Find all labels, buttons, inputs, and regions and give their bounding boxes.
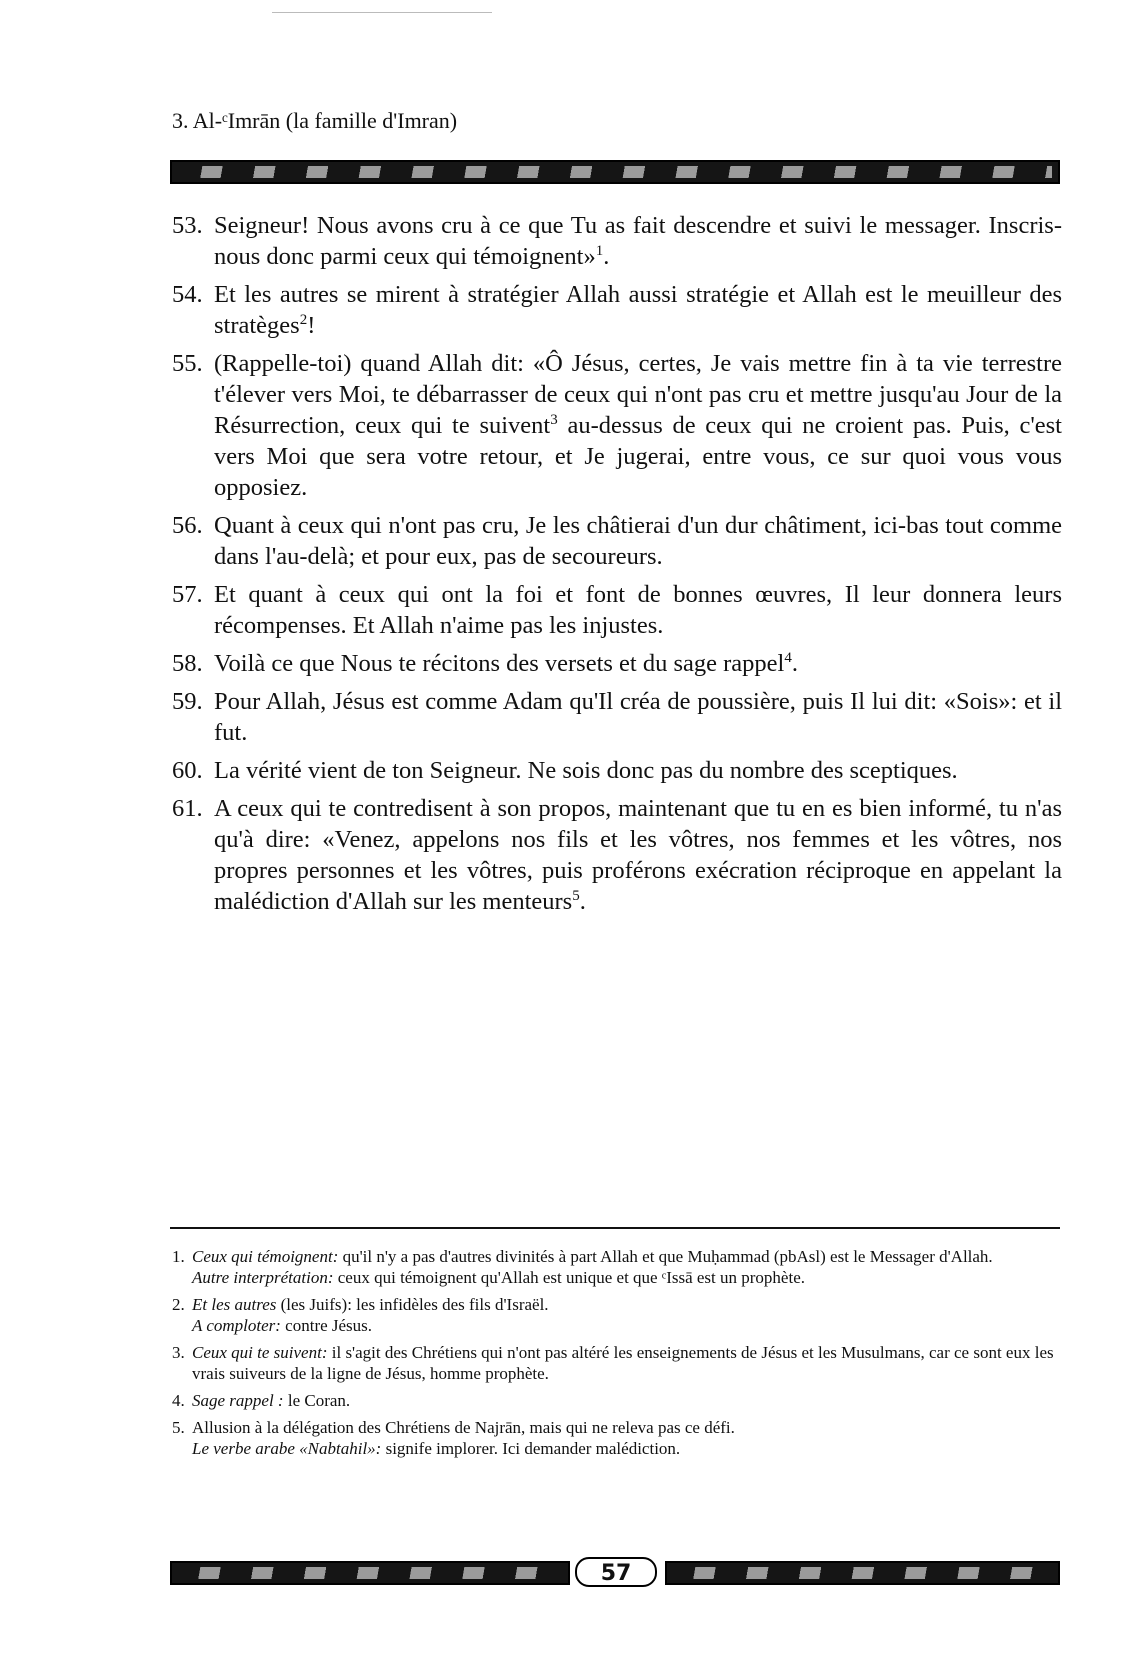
footnote-line — [192, 1342, 1062, 1384]
verse-text — [214, 755, 1062, 786]
footnote-line — [192, 1246, 1062, 1267]
verse-text — [214, 279, 1062, 341]
verse-item — [172, 279, 1062, 341]
footnote-body: (les Juifs): les infidèles des fils d'Israël. — [276, 1295, 549, 1314]
band-left-segment — [170, 1561, 570, 1585]
verse-body: Et les autres se mirent à stratégier Allah aussi stratégie et Allah est le meuilleur des stratèges — [214, 281, 1062, 339]
footnote-body: signife implorer. Ici demander malédiction. — [381, 1439, 681, 1458]
top-rule — [272, 12, 492, 13]
footnote-term: Ceux qui te suivent: — [192, 1343, 328, 1362]
footnote-item — [172, 1246, 1062, 1288]
verse-body-continued: . — [579, 888, 586, 915]
footnote-text — [192, 1246, 1062, 1288]
verse-body: (Rappelle-toi) quand Allah dit: «Ô Jésus, certes, Je vais mettre fin à ta vie terrestre t'élever vers Moi, te débarrasser de ceux qui n'ont pas cru et mettre jusqu'au Jour de la Résurrection, ceux qui te suivent — [214, 350, 1062, 439]
ornamental-band-bottom — [170, 1561, 1060, 1585]
verse-body-continued: ! — [307, 312, 316, 339]
footnote-line — [192, 1390, 1062, 1411]
footnote-line — [192, 1294, 1062, 1315]
verse-item — [172, 510, 1062, 572]
footnote-number: 1. — [172, 1247, 185, 1266]
verse-text — [214, 210, 1062, 272]
verse-body: Voilà ce que Nous te récitons des versets et du sage rappel — [214, 650, 785, 677]
verse-text — [214, 510, 1062, 572]
footnote-line — [192, 1417, 1062, 1438]
verse-text — [214, 793, 1062, 917]
verse-body: Quant à ceux qui n'ont pas cru, Je les châtierai d'un dur châtiment, ici-bas tout comme dans l'au-delà; et pour eux, pas de secoureurs. — [214, 512, 1062, 570]
verse-body: Pour Allah, Jésus est comme Adam qu'Il créa de poussière, puis Il lui dit: «Sois»: et il fut. — [214, 688, 1062, 746]
footnote-marker: 4 — [784, 649, 792, 666]
verse-item — [172, 348, 1062, 503]
footnote-term: Autre interprétation: — [192, 1268, 334, 1287]
verse-text — [214, 348, 1062, 503]
footnote-number: 5. — [172, 1418, 185, 1437]
verse-body: Seigneur! Nous avons cru à ce que Tu as fait descendre et suivi le messager. Inscris-nous donc parmi ceux qui témoignent» — [214, 212, 1062, 270]
footnote-item — [172, 1390, 1062, 1411]
footnote-text — [192, 1342, 1062, 1384]
footnote-marker: 3 — [550, 411, 558, 428]
verse-body-continued: au-dessus de ceux qui ne croient pas. Puis, c'est vers Moi que sera votre retour, et Je jugerai, entre vous, ce sur quoi vous vous opposiez. — [214, 412, 1062, 501]
footnote-list — [172, 1246, 1062, 1465]
verse-number: 54. — [172, 281, 203, 308]
page-number: 57 — [575, 1557, 657, 1587]
verse-text — [214, 579, 1062, 641]
verse-body: Et quant à ceux qui ont la foi et font de bonnes œuvres, Il leur donnera leurs récompenses. Et Allah n'aime pas les injustes. — [214, 581, 1062, 639]
verse-item — [172, 686, 1062, 748]
footnote-body: il s'agit des Chrétiens qui n'ont pas altéré les enseignements de Jésus et les Musulmans, car ce sont eux les vrais suiveurs de la ligne de Jésus, homme prophète. — [192, 1343, 1054, 1383]
footnote-body: qu'il n'y a pas d'autres divinités à part Allah et que Muḥammad (pbAsl) est le Messager d'Allah. — [338, 1247, 993, 1266]
footnote-item — [172, 1417, 1062, 1459]
footnote-text — [192, 1390, 1062, 1411]
verse-item — [172, 793, 1062, 917]
footnote-term: Le verbe arabe «Nabtahil»: — [192, 1439, 382, 1458]
band-right-segment — [665, 1561, 1060, 1585]
verse-number: 59. — [172, 688, 203, 715]
footnote-term: Sage rappel : — [192, 1391, 284, 1410]
footnote-item — [172, 1294, 1062, 1336]
verse-body: La vérité vient de ton Seigneur. Ne sois donc pas du nombre des sceptiques. — [214, 757, 958, 784]
footnote-marker: 1 — [595, 242, 604, 259]
verse-number: 58. — [172, 650, 203, 677]
footnote-term: Ceux qui témoignent: — [192, 1247, 339, 1266]
footnote-marker: 5 — [572, 887, 580, 904]
verse-number: 53. — [172, 212, 203, 239]
footnote-term: Et les autres — [192, 1295, 277, 1314]
footnote-text — [192, 1294, 1062, 1336]
footnote-number: 4. — [172, 1391, 185, 1410]
footnote-body: Allusion à la délégation des Chrétiens de Najrān, mais qui ne releva pas ce défi. — [192, 1418, 735, 1437]
verse-text — [214, 648, 1062, 679]
verse-body-continued: . — [791, 650, 798, 677]
footnote-body: contre Jésus. — [280, 1316, 373, 1335]
verse-list — [172, 210, 1062, 924]
footnote-item — [172, 1342, 1062, 1384]
footnote-number: 2. — [172, 1295, 185, 1314]
verse-item — [172, 755, 1062, 786]
verse-item — [172, 648, 1062, 679]
footnote-line — [192, 1315, 1062, 1336]
verse-item — [172, 579, 1062, 641]
footnote-text — [192, 1417, 1062, 1459]
footnote-marker: 2 — [299, 311, 308, 328]
footnote-line — [192, 1267, 1062, 1288]
footnote-number: 3. — [172, 1343, 185, 1362]
verse-number: 60. — [172, 757, 203, 784]
verse-number: 55. — [172, 350, 203, 377]
ornamental-band-top — [170, 160, 1060, 184]
footnote-rule — [170, 1227, 1060, 1229]
footnote-body: ceux qui témoignent qu'Allah est unique et que ᶜIssā est un prophète. — [333, 1268, 805, 1287]
verse-number: 56. — [172, 512, 203, 539]
footnote-term: A comploter: — [192, 1316, 281, 1335]
verse-body-continued: . — [603, 243, 610, 270]
footnote-line — [192, 1438, 1062, 1459]
footnote-body: le Coran. — [283, 1391, 351, 1410]
verse-text — [214, 686, 1062, 748]
verse-body: A ceux qui te contredisent à son propos, maintenant que tu en es bien informé, tu n'as qu'à dire: «Venez, appelons nos fils et les vôtres, nos femmes et les vôtres, nos propres personnes et les vôtres, puis proférons exécration réciproque en appelant la malédiction d'Allah sur les menteurs — [214, 795, 1062, 915]
running-header: 3. Al-ᶜImrān (la famille d'Imran) — [172, 108, 458, 133]
verse-item — [172, 210, 1062, 272]
verse-number: 61. — [172, 795, 203, 822]
verse-number: 57. — [172, 581, 203, 608]
